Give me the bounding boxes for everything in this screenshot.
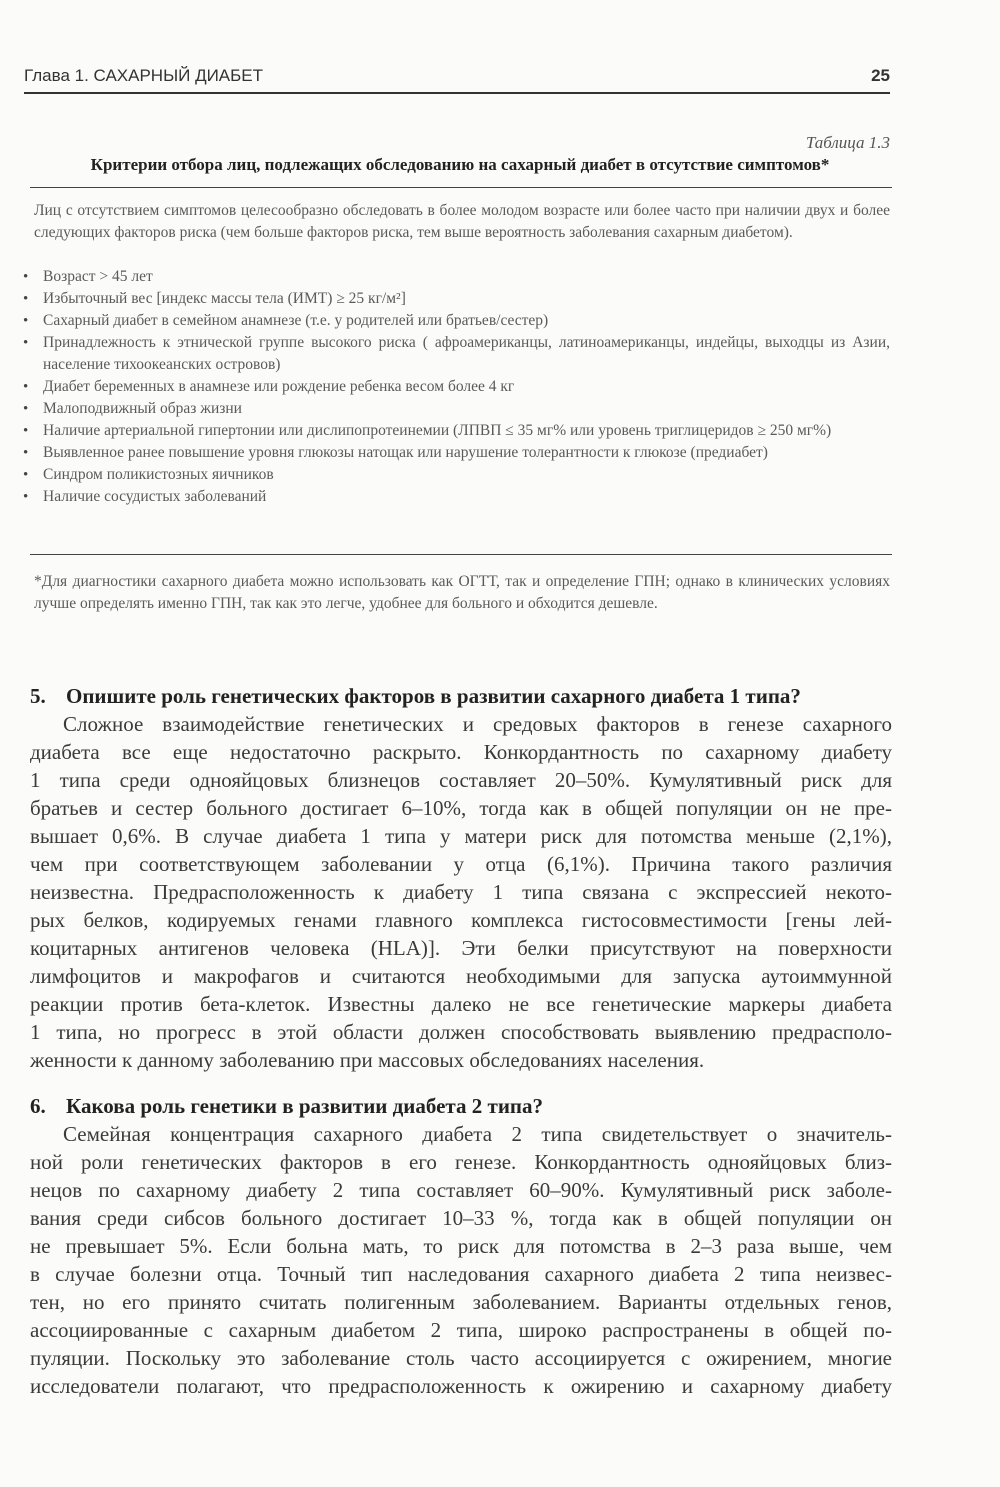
text-line: лимфоцитов и макрофагов и считаются необходимыми для запуска аутоиммунной <box>30 964 892 988</box>
text-line: в случае болезни отца. Точный тип наследования сахарного диабета 2 типа неизвес- <box>30 1262 892 1286</box>
answer-6 <box>30 1120 892 1400</box>
list-item: • Избыточный вес [индекс массы тела (ИМТ) ≥ 25 кг/м²] <box>22 288 890 310</box>
question-title: Опишите роль генетических факторов в развитии сахарного диабета 1 типа? <box>66 684 801 708</box>
list-item: • Наличие сосудистых заболеваний <box>22 486 890 508</box>
text-line: пуляции. Поскольку это заболевание столь часто ассоциируется с ожирением, многие <box>30 1346 892 1370</box>
table-bottom-rule <box>30 554 892 555</box>
answer-5 <box>30 710 892 1074</box>
chapter-title: Глава 1. САХАРНЫЙ ДИАБЕТ <box>24 66 264 85</box>
list-item: • Диабет беременных в анамнезе или рождение ребенка весом более 4 кг <box>22 376 890 398</box>
list-item: • Наличие артериальной гипертонии или дислипопротеинемии (ЛПВП ≤ 35 мг% или уровень триглицеридов ≥ 250 мг%) <box>22 420 890 442</box>
text-line: коцитарных антигенов человека (HLA)]. Эти белки присутствуют на поверхности <box>30 936 892 960</box>
risk-factor-list <box>22 266 890 508</box>
text-line: братьев и сестер больного достигает 6–10%, тогда как в общей популяции он не пре- <box>30 796 892 820</box>
text-line: вышает 0,6%. В случае диабета 1 типа у матери риск для потомства меньше (2,1%), <box>30 824 892 848</box>
text-line: реакции против бета-клеток. Известны далеко не все генетические маркеры диабета <box>30 992 892 1016</box>
text-line: рых белков, кодируемых генами главного комплекса гистосовместимости [гены лей- <box>30 908 892 932</box>
page-header <box>24 62 890 94</box>
question-title: Какова роль генетики в развитии диабета 2 типа? <box>66 1094 544 1118</box>
question-6-heading <box>30 1094 892 1119</box>
list-item: • Выявленное ранее повышение уровня глюкозы натощак или нарушение толерантности к глюкозе (предиабет) <box>22 442 890 464</box>
text-line: неизвестна. Предрасположенность к диабету 1 типа связана с экспрессией некото- <box>30 880 892 904</box>
table-label: Таблица 1.3 <box>805 133 890 152</box>
question-number: 6. <box>30 1094 46 1118</box>
text-line: 1 типа, но прогресс в этой области должен способствовать выявлению предрасполо- <box>30 1020 892 1044</box>
text-line: исследователи полагают, что предрасположенность к ожирению и сахарному диабету <box>30 1374 892 1398</box>
text-line: вания среди сибсов больного достигает 10–33 %, тогда как в общей популяции он <box>30 1206 892 1230</box>
list-item: • Возраст > 45 лет <box>22 266 890 288</box>
question-number: 5. <box>30 684 46 708</box>
text-line: Семейная концентрация сахарного диабета 2 типа свидетельствует о значитель- <box>63 1122 892 1146</box>
text-line: женности к данному заболеванию при массовых обследованиях населения. <box>30 1048 705 1072</box>
text-line: диабета все еще недостаточно раскрыто. Конкордантность по сахарному диабету <box>30 740 892 764</box>
list-item: • Сахарный диабет в семейном анамнезе (т.е. у родителей или братьев/сестер) <box>22 310 890 332</box>
text-line: не превышает 5%. Если больна мать, то риск для потомства в 2–3 раза выше, чем <box>30 1234 892 1258</box>
text-line: ассоциированные с сахарным диабетом 2 типа, широко распространены в общей по- <box>30 1318 892 1342</box>
text-line: ной роли генетических факторов в его генезе. Конкордантность однояйцовых близ- <box>30 1150 892 1174</box>
text-line: Сложное взаимодействие генетических и средовых факторов в генезе сахарного <box>63 712 892 736</box>
table-top-rule <box>30 187 892 188</box>
page-number: 25 <box>871 66 890 85</box>
text-line: чем при соответствующем заболевании у отца (6,1%). Причина такого различия <box>30 852 892 876</box>
text-line: нецов по сахарному диабету 2 типа составляет 60–90%. Кумулятивный риск заболе- <box>30 1178 892 1202</box>
table-footnote: *Для диагностики сахарного диабета можно использовать как ОГТТ, так и определение ГПН; однако в клинических условиях лучше определять именно ГПН, так как это легче, удобнее для больного и обходится дешевле. <box>34 573 890 612</box>
list-item: • Малоподвижный образ жизни <box>22 398 890 420</box>
text-line: тен, но его принято считать полигенным заболеванием. Варианты отдельных генов, <box>30 1290 892 1314</box>
text-line: 1 типа среди однояйцовых близнецов составляет 20–50%. Кумулятивный риск для <box>30 768 892 792</box>
list-item: • Принадлежность к этнической группе высокого риска ( афроамериканцы, латиноамериканцы, индейцы, выходцы из Азии, население тихоокеанских островов) <box>22 332 890 376</box>
list-item: • Синдром поликистозных яичников <box>22 464 890 486</box>
table-intro: Лиц с отсутствием симптомов целесообразно обследовать в более молодом возрасте или более часто при наличии двух и более следующих факторов риска (чем больше факторов риска, тем выше вероятность заболевания сахарным диабетом). <box>34 202 890 241</box>
table-title: Критерии отбора лиц, подлежащих обследованию на сахарный диабет в отсутствие симптомов* <box>90 155 830 174</box>
question-5-heading <box>30 684 892 709</box>
